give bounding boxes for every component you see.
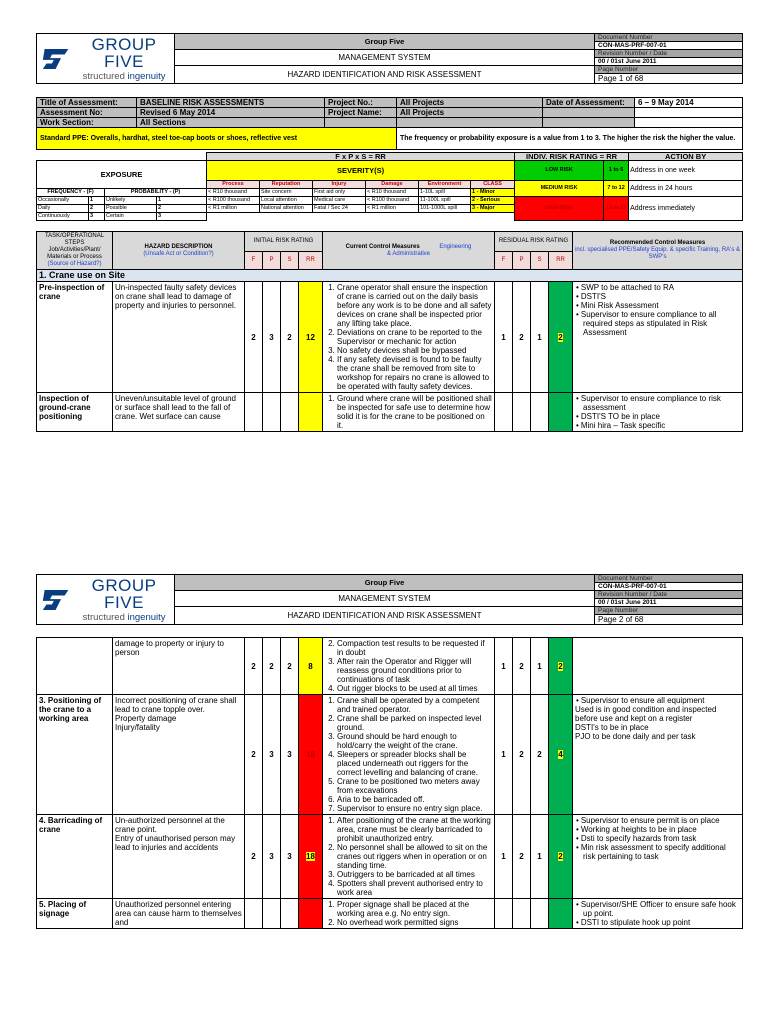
doc-number-label: Document Number: [595, 34, 743, 42]
risk-table-page-1: TASK/OPERATIONAL STEPS Job/Activities/Plant/ Materials or Process (Source of Hazard?) HAZARD DESCRIPTION (Unsafe Act or Condition?) INITIAL RISK RATING Current Control Measures Engineering & Administrative RESIDUAL RISK RATING Recommended Control Measures incl. specialised PPE/Safety Equip. & specific Training, RA's & SWP's F P S RR F P S RR 1. Crane use on Site Pre-inspection of crane Un-inspected faulty safety devices on crane shall lead to damage of property and injuries to personnel. 2 3 2 12 1. Crane operator shall ensure the inspection of crane is carried out on the daily basis before any work is to be done and all safety devices on crane shall be inspected prior any lifting take place. 2. Deviations on crane to be reported to the Supervisor or mechanic for action 3. No safety devices shall be bypassed 4. If any safety devised is found to be faulty the crane shall be removed from site to workshop for repairs no crane is allowed to be operated with faulty safety devices. 1 2 1 2 • SWP to be attached to RA • DSTI'S • Mini Risk Assessment • Supervisor to ensure compliance to all required steps as stipulated in Risk Assessment Inspection of ground-crane positioning Uneven/unsuitable level of ground or surface shall lead to the fall of crane. Wet surface can cause 1. Ground where crane will be positioned shall be inspected for safe use to determine how solid it is for the crane to be positioned on it. • Supervisor to ensure compliance to risk assessment • DSTI'S TO be in place • Mini hira – Task specific: [36, 231, 743, 432]
section-value: All Sections: [137, 118, 325, 128]
assessment-info: [36, 97, 743, 150]
freq-val-2: 2: [89, 205, 105, 213]
risk-level-low: LOW RISK: [515, 161, 604, 181]
prob-2: Possible: [105, 205, 157, 213]
freq-val-1: 1: [89, 197, 105, 205]
section-label: Work Section:: [37, 118, 137, 128]
table-row: Pre-inspection of crane Un-inspected faulty safety devices on crane shall lead to damage of property and injuries to personnel. 2 3 2 12 1. Crane operator shall ensure the inspection of crane is carried out on the daily basis before any work is to be done and all safety devices on crane shall be inspected prior any lifting take place. 2. Deviations on crane to be reported to the Supervisor or mechanic for action 3. No safety devices shall be bypassed 4. If any safety devised is found to be faulty the crane shall be removed from site to workshop for repairs no crane is allowed to be operated with faulty safety devices. 1 2 1 2 • SWP to be attached to RA • DSTI'S • Mini Risk Assessment • Supervisor to ensure compliance to all required steps as stipulated in Risk Assessment: [37, 282, 743, 393]
risk-level-high: HIGH RISK: [515, 197, 604, 221]
prob-val-3: 3: [157, 213, 207, 221]
company-name: Group Five: [175, 34, 595, 50]
logo-tag-a: structured: [82, 70, 125, 82]
action-by-header: ACTION BY: [629, 153, 743, 161]
table-row: 3. Positioning of the crane to a working area Incorrect positioning of crane shall lead to crane topple over. Property damage Injury/fatality 2 3 3 18 1. Crane shall be operated by a competent and trained operator. 2. Crane shall be parked on inspected level ground. 3. Ground should be hard enough to hold/carry the weight of the crane. 4. Sleepers or spreader blocks shall be placed underneath out riggers for the correct levelling and balancing of crane. 5. Crane to be positioned two meters away from excavations 6. Aria to be barricaded off. 7. Supervisor to ensure no entry sign place. 1 2 2 4 • Supervisor to ensure all equipment Used is in good condition and inspected before use and kept on a register DSTI's to be in place PJO to be done daily and per task: [37, 695, 743, 815]
page-number-label: Page Number: [595, 66, 743, 74]
sev-col-process: Process: [207, 181, 260, 189]
group-five-logo-icon: [41, 46, 70, 72]
col-initial-rating: INITIAL RISK RATING: [245, 232, 323, 252]
col-residual-rating: RESIDUAL RISK RATING: [495, 232, 573, 252]
freq-3: Continuously: [37, 213, 89, 221]
page-number: Page 1 of 68: [595, 74, 743, 84]
sev-damage-3: < R1 million: [366, 205, 419, 213]
sev-class-1: 1 - Minor: [471, 189, 515, 197]
col-task: TASK/OPERATIONAL STEPS Job/Activities/Plant/ Materials or Process (Source of Hazard?): [37, 232, 113, 270]
document-header: [36, 33, 743, 84]
risk-range-low: 1 to 6: [604, 161, 629, 181]
sev-reputation-2: Local attention: [260, 197, 313, 205]
risk-table-page-2: [36, 637, 743, 929]
page-1: [36, 33, 742, 432]
sev-damage-1: < R10 thousand: [366, 189, 419, 197]
standard-ppe: Standard PPE: Overalls, hardhat, steel toe-cap boots or shoes, reflective vest: [37, 128, 397, 150]
title-value: BASELINE RISK ASSESSMENTS: [137, 98, 325, 108]
revision-value: 00 / 01st June 2011: [595, 58, 743, 66]
col-current-controls: Current Control Measures Engineering & Administrative: [323, 232, 495, 270]
table-row: 4. Barricading of crane Un-authorized personnel at the crane point. Entry of unauthorised person may lead to injuries and accidents 2 3 3 18 1. After positioning of the crane at the working area, crane must be clearly barricaded to prohibit unauthorized entry. 2. No personnel shall be allowed to sit on the cranes out riggers when in operation or on standing time. 3. Outriggers to be barricaded at all times 4. Spotters shall prevent authorised entry to work area 1 2 1 2 • Supervisor to ensure permit is on place • Working at heights to be in place • Dsti to specify hazards from task • Min risk assessment to specify additional risk pertaining to task: [37, 815, 743, 899]
date-value: 6 – 9 May 2014: [635, 98, 743, 108]
col-hazard: HAZARD DESCRIPTION (Unsafe Act or Condition?): [113, 232, 245, 270]
company-logo: [37, 34, 175, 84]
title-label: Title of Assessment:: [37, 98, 137, 108]
freq-val-3: 3: [89, 213, 105, 221]
doc-number: CON-MAS-PRF-007-01: [595, 42, 743, 50]
section-crane-use: 1. Crane use on Site: [37, 270, 743, 282]
risk-level-medium: MEDIUM RISK: [515, 181, 604, 197]
number-value: Revised 6 May 2014: [137, 108, 325, 118]
page-2: [36, 574, 742, 929]
number-label: Assessment No:: [37, 108, 137, 118]
risk-matrix: [36, 152, 743, 221]
action-high: Address immediately: [629, 197, 743, 221]
project-name-label: Project Name:: [325, 108, 397, 118]
risk-range-medium: 7 to 12: [604, 181, 629, 197]
project-name-value: All Projects: [397, 108, 543, 118]
risk-range-high: 13 to 27: [604, 197, 629, 221]
project-no-label: Project No.:: [325, 98, 397, 108]
table-row: 5. Placing of signage Unauthorized personnel entering area can cause harm to themselves and 1. Proper signage shall be placed at the working area e.g. No entry sign. 2. No overhead work permitted signs • Supervisor/SHE Officer to ensure safe hook up point. • DSTI to stipulate hook up point: [37, 899, 743, 929]
frequency-header: FREQUENCY - (F): [37, 189, 105, 197]
sev-process-2: < R100 thousand: [207, 197, 260, 205]
sev-col-class: CLASS: [471, 181, 515, 189]
sev-col-environment: Environment: [419, 181, 471, 189]
indiv-rating-header: INDIV. RISK RATING = RR: [515, 153, 629, 161]
sev-col-injury: Injury: [313, 181, 366, 189]
date-label: Date of Assessment:: [543, 98, 635, 108]
frequency-note: The frequency or probability exposure is a value from 1 to 3. The higher the risk the higher the value.: [397, 128, 743, 150]
document-header-2: GROUP FIVE structured ingenuity Group Five Document Number CON-MAS-PRF-007-01 MANAGEMENT SYSTEM Revision Number / Date 00 / 01st June 2011 HAZARD IDENTIFICATION AND RISK ASSESSMENT Page Number Page 2 of 68: [36, 574, 743, 625]
sev-class-3: 3 - Major: [471, 205, 515, 213]
sev-damage-2: < R100 thousand: [366, 197, 419, 205]
logo-name: GROUP FIVE: [91, 34, 157, 71]
project-no-value: All Projects: [397, 98, 543, 108]
col-recommended: Recommended Control Measures incl. specialised PPE/Safety Equip. & specific Training, RA's & SWP's: [573, 232, 743, 270]
company-logo: GROUP FIVE structured ingenuity: [37, 575, 175, 625]
sev-reputation-3: National attention: [260, 205, 313, 213]
sev-injury-2: Medical care: [313, 197, 366, 205]
probability-header: PROBABILITY - (P): [105, 189, 207, 197]
sev-env-1: 1-10L spill: [419, 189, 471, 197]
revision-label: Revision Number / Date: [595, 50, 743, 58]
doc-title: HAZARD IDENTIFICATION AND RISK ASSESSMENT: [175, 66, 595, 84]
freq-2: Daily: [37, 205, 89, 213]
sev-process-1: < R10 thousand: [207, 189, 260, 197]
prob-1: Unlikely: [105, 197, 157, 205]
sev-env-2: 11-100L spill: [419, 197, 471, 205]
sev-env-3: 101-1000L spill: [419, 205, 471, 213]
sev-class-2: 2 - Serious: [471, 197, 515, 205]
exposure-header: EXPOSURE: [37, 161, 207, 189]
sev-reputation-1: Site concern: [260, 189, 313, 197]
sev-injury-3: Fatal / Sec 24: [313, 205, 366, 213]
prob-val-1: 1: [157, 197, 207, 205]
sev-col-damage: Damage: [366, 181, 419, 189]
system-title: MANAGEMENT SYSTEM: [175, 50, 595, 66]
sev-injury-1: First aid only: [313, 189, 366, 197]
page-number-2: Page 2 of 68: [595, 615, 743, 625]
logo-tag-b: ingenuity: [127, 70, 166, 82]
action-medium: Address in 24 hours: [629, 181, 743, 197]
table-row: Inspection of ground-crane positioning Uneven/unsuitable level of ground or surface shall lead to the fall of crane. Wet surface can cause 1. Ground where crane will be positioned shall be inspected for safe use to determine how solid it is for the crane to be positioned on it. • Supervisor to ensure compliance to risk assessment • DSTI'S TO be in place • Mini hira – Task specific: [37, 393, 743, 432]
freq-1: Occasionally: [37, 197, 89, 205]
sev-process-3: < R1 million: [207, 205, 260, 213]
action-low: Address in one week: [629, 161, 743, 181]
group-five-logo-icon: [41, 587, 70, 613]
risk-formula: F x P x S = RR: [207, 153, 515, 161]
table-row: damage to property or injury to person 2 2 2 8 2. Compaction test results to be requested if in doubt 3. After rain the Operator and Rigger will reassess ground conditions prior to continuations of task 4. Out rigger blocks to be used at all times 1 2 1 2: [37, 638, 743, 695]
prob-val-2: 2: [157, 205, 207, 213]
prob-3: Certain: [105, 213, 157, 221]
severity-header: SEVERITY(S): [207, 161, 515, 181]
sev-col-reputation: Reputation: [260, 181, 313, 189]
